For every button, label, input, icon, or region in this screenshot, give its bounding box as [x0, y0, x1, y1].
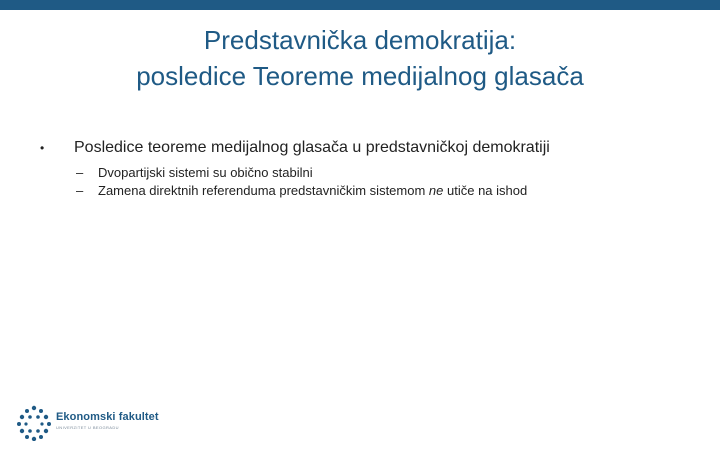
dash-icon: – — [76, 165, 84, 180]
sub-bullet-2-pre: Zamena direktnih referenduma predstavničkim sistemom — [98, 183, 429, 198]
sub-bullet-1-text: Dvopartijski sistemi su obično stabilni — [98, 165, 313, 180]
main-bullet — [36, 138, 696, 158]
slide-title — [0, 22, 720, 94]
sub-bullet-2-emphasis: ne — [428, 183, 444, 198]
bullet-dot-icon: • — [40, 141, 45, 155]
sub-bullet-1 — [76, 164, 696, 182]
sub-bullet-2-post: utiče na ishod — [443, 183, 528, 198]
dash-icon: – — [76, 183, 84, 198]
top-accent-bar — [0, 0, 720, 10]
logo-subtitle: UNIVERZITET U BEOGRADU — [56, 425, 119, 430]
sub-bullet-2 — [76, 182, 696, 200]
sub-bullet-list — [36, 164, 696, 200]
university-logo — [16, 405, 176, 441]
logo-name: Ekonomski fakultet — [56, 411, 159, 423]
main-bullet-text: Posledice teoreme medijalnog glasača u predstavničkoj demokratiji — [74, 139, 550, 156]
slide-title-line-2: posledice Teoreme medijalnog glasača — [136, 61, 584, 91]
logo-dots-icon — [16, 405, 52, 441]
slide-content — [36, 138, 696, 200]
sub-bullet-2-text — [98, 182, 527, 200]
slide-title-line-1: Predstavnička demokratija: — [203, 25, 517, 55]
